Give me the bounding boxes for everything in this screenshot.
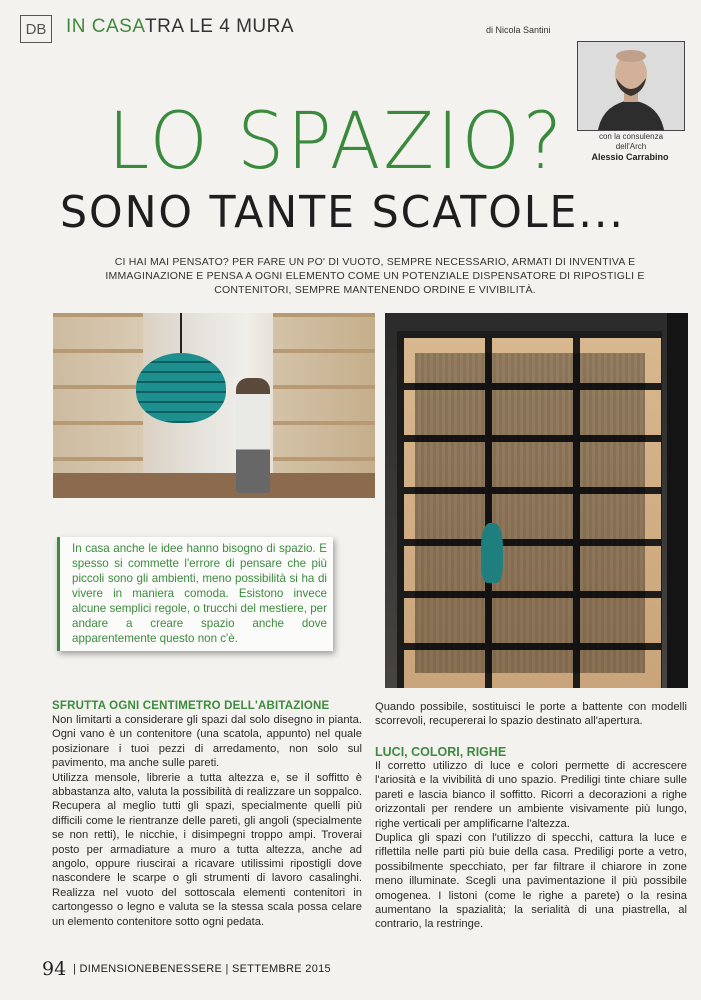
teal-pendant-lamp [136,353,226,423]
right-column-continued: Quando possibile, sostituisci le porte a battente con modelli scorrevoli, recupererai lo spazio destinato all'apertura. [375,701,687,728]
logo-text: DB [25,20,47,38]
section-heading-space: SFRUTTA OGNI CENTIMETRO DELL'ABITAZIONE [52,700,330,712]
left-column [52,713,362,929]
teal-vase [481,523,503,583]
article-intro: CI HAI MAI PENSATO? PER FARE UN PO' DI VUOTO, SEMPRE NECESSARIO, ARMATI DI INVENTIVA E IMMAGINAZIONE E PENSA A OGNI ELEMENTO COME UN POTENZIALE DISPENSATORE DI RIPOSTIGLI E CONTENITORI, SEMPRE MANTENENDO ORDINE E VIVIBILITÀ. [105,256,645,296]
bookshelf-right [273,313,375,498]
pull-quote: In casa anche le idee hanno bisogno di spazio. E spesso si commette l'errore di pensare che più piccoli sono gli ambienti, meno possibilità si ha di vivere in maniera comoda. Esistono invece alcune semplici regole, o trucchi del mestiere, per andare a creare spazio anche dove apparentemente questo non c'è. [57,537,333,651]
living-room-photo [53,313,375,498]
page-number: 94 [42,958,67,980]
books [415,353,645,673]
author-byline: di Nicola Santini [486,25,551,35]
section-label: IN CASA [66,16,146,37]
footer-text: | DIMENSIONEBENESSERE | SETTEMBRE 2015 [73,963,331,975]
consultant-name: Alessio Carrabino [591,152,669,162]
section-sublabel: TRA LE 4 MURA [145,16,295,37]
article-title: LO SPAZIO? [108,97,565,187]
paragraph: Duplica gli spazi con l'utilizzo di specchi, cattura la luce e riflettila nelle parti più buie della casa. Prediligi porte a vetro, possibilmente specchiato, per far filtrare il chiarore in zone meno illuminate. Scegli una pavimentazione il più possibile omogenea. I listoni (come le righe a parete) o la resina aumentano la spazialità; la serialità di una piastrella, al contrario, la restringe. [375,832,687,931]
dark-panel [667,313,688,688]
shelving-photo [385,313,688,688]
section-heading-light: LUCI, COLORI, RIGHE [375,745,507,759]
paragraph: Il corretto utilizzo di luce e colori permette di accrescere l'ariosità e la vivibilità di uno spazio. Prediligi tinte chiare sulle pareti e lascia bianco il soffitto. Ricorri a decorazioni a righe orizzontali per rendere un ambiente visivamente più lungo, righe verticali per amplificarne l'altezza. [375,760,687,830]
person-figure [236,378,270,493]
paragraph: Utilizza mensole, librerie a tutta altezza e, se il soffitto è abbastanza alto, valuta la possibilità di realizzare un soppalco. Recupera al meglio tutti gli spazi, specialmente quelli più difficili come le rientranze delle pareti, gli angoli (specialmente se non retti), le nicchie, i disimpegni troppo ampi. Troverai posto per armadiature a muro a tutta altezza, anche ad angolo, oppure riuscirai a ricavare utilissimi ripostigli dove nascondere le scarpe o gli strumenti di lavoro casalinghi. Realizza nel vuoto del sottoscala elementi contenitori in cartongesso o legno e valuta se la stessa scala possa celare un elemento contenitore sotto ogni pedata. [52,771,362,928]
consultant-photo [577,41,685,131]
consultant-intro: con la consulenza dell'Arch [598,132,664,151]
bookshelf-left [53,313,143,498]
magazine-logo [20,15,52,43]
consultant-portrait-image [578,42,684,130]
article-subtitle: SONO TANTE SCATOLE... [60,187,625,238]
right-column [375,759,687,932]
paragraph: Non limitarti a considerare gli spazi dal solo disegno in pianta. Ogni vano è un contenitore (una scatola, appunto) nel quale posizionare i tuoi pezzi di arredamento, non solo sul pavimento, ma anche sulle pareti. [52,714,362,770]
floor [53,473,375,498]
lamp-cord [180,313,182,355]
